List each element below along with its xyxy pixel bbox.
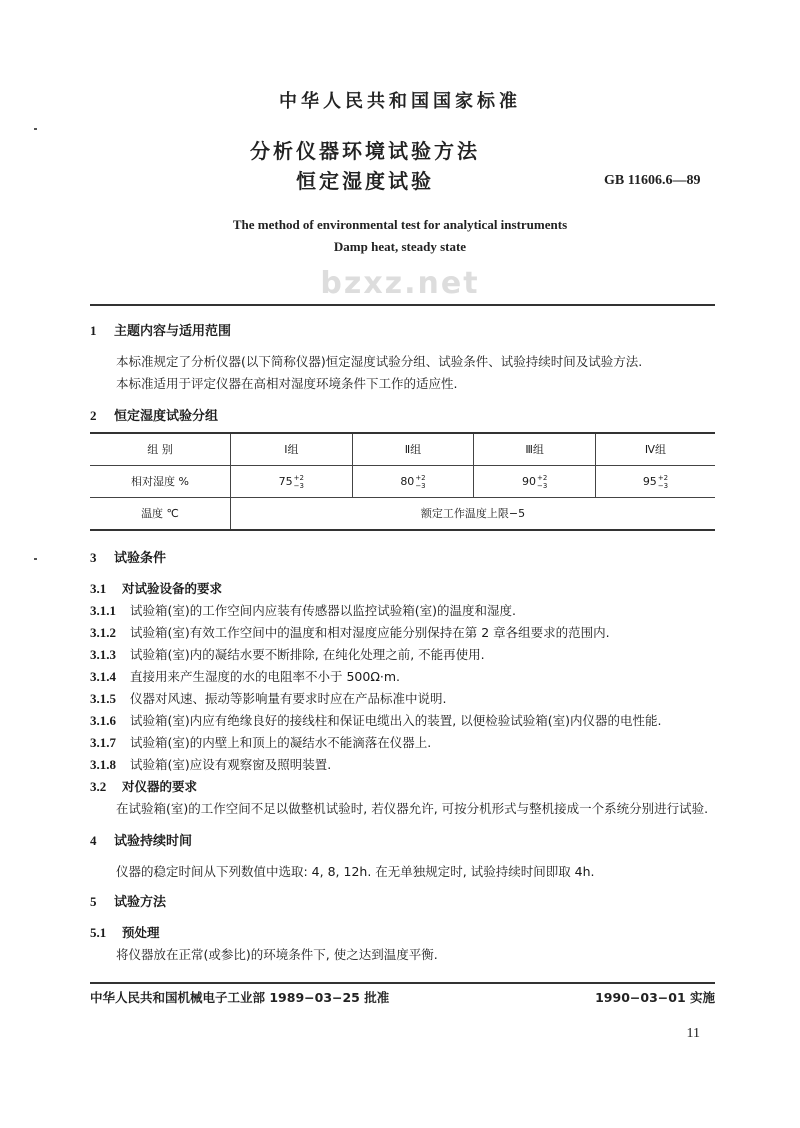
watermark-row — [0, 264, 800, 304]
clause-number: 3.1.6 — [90, 713, 116, 728]
english-title — [90, 214, 710, 258]
tolerance-lower: −3 — [657, 481, 669, 490]
section-number: 2 — [90, 408, 97, 423]
clause-3-1-5 — [90, 688, 715, 710]
humidity-base: 80 — [400, 474, 415, 488]
document-title — [150, 136, 580, 196]
footer-row — [90, 989, 715, 1013]
section-title: 试验条件 — [114, 551, 167, 566]
clause-text: 直接用来产生湿度的水的电阻率不小于 500Ω·m. — [130, 669, 401, 684]
clause-number: 3.1.1 — [90, 603, 116, 618]
table-header-cell: Ⅱ组 — [352, 433, 474, 466]
tolerance-lower: −3 — [536, 481, 548, 490]
header-divider — [90, 304, 715, 306]
subsection-3-2-heading — [90, 776, 715, 798]
table-header-cell: Ⅰ组 — [231, 433, 353, 466]
section-title: 主题内容与适用范围 — [114, 324, 232, 339]
section-number: 4 — [90, 833, 97, 848]
table-header-cell: Ⅳ组 — [595, 433, 715, 466]
table-header-cell: 组 别 — [90, 433, 231, 466]
clause-number: 3.1.7 — [90, 735, 116, 750]
clause-text: 仪器对风速、振动等影响量有要求时应在产品标准中说明. — [130, 691, 447, 706]
scan-speck — [34, 558, 37, 560]
table-row-temperature — [90, 498, 715, 531]
clause-number: 3.1.2 — [90, 625, 116, 640]
english-title-line-1: The method of environmental test for analytical instruments — [232, 217, 568, 232]
tolerance-upper: +2 — [415, 473, 426, 482]
clause-text: 试验箱(室)内的凝结水要不断排除, 在纯化处理之前, 不能再使用. — [130, 647, 485, 662]
document-body — [90, 320, 715, 966]
clause-text: 试验箱(室)有效工作空间中的温度和相对湿度应能分别保持在第 2 章各组要求的范围内. — [130, 625, 610, 640]
subsection-title: 对试验设备的要求 — [122, 581, 223, 596]
humidity-base: 75 — [278, 474, 293, 488]
clause-number: 3.1.8 — [90, 757, 116, 772]
tolerance-upper: +2 — [293, 473, 304, 482]
english-title-line-2: Damp heat, steady state — [333, 239, 467, 254]
page-number-row — [90, 1025, 715, 1055]
page-number: 11 — [686, 1026, 700, 1041]
subsection-3-2-paragraph: 在试验箱(室)的工作空间不足以做整机试验时, 若仪器允许, 可按分机形式与整机接成一个系统分别进行试验. — [116, 801, 709, 816]
section-2-heading — [90, 405, 715, 428]
section-title: 试验方法 — [114, 895, 167, 910]
scan-speck — [34, 128, 37, 130]
document-title-line-1: 分析仪器环境试验方法 — [250, 139, 480, 163]
section-1-paragraph-1: 本标准规定了分析仪器(以下简称仪器)恒定湿度试验分组、试验条件、试验持续时间及试验方法. — [116, 354, 643, 369]
clause-3-1-8 — [90, 754, 715, 776]
tolerance-lower: −3 — [415, 481, 426, 490]
clause-3-1-1 — [90, 600, 715, 622]
humidity-base: 95 — [642, 474, 657, 488]
clause-number: 3.1.5 — [90, 691, 116, 706]
clause-3-1-3 — [90, 644, 715, 666]
section-title: 恒定湿度试验分组 — [114, 409, 219, 424]
subsection-5-1-heading — [90, 922, 715, 944]
humidity-value-group-1 — [231, 466, 353, 498]
clause-text: 试验箱(室)的工作空间内应装有传感器以监控试验箱(室)的温度和湿度. — [130, 603, 516, 618]
section-number: 1 — [90, 323, 97, 338]
subsection-title: 预处理 — [122, 925, 160, 940]
document-footer — [0, 982, 800, 1055]
tolerance-upper: +2 — [657, 473, 669, 482]
temperature-value: 额定工作温度上限−5 — [231, 498, 716, 531]
tolerance-upper: +2 — [536, 473, 548, 482]
subsection-title: 对仪器的要求 — [122, 779, 198, 794]
humidity-base: 90 — [521, 474, 536, 488]
clause-3-1-6 — [90, 710, 715, 732]
subsection-number: 3.2 — [90, 779, 107, 794]
humidity-group-table — [90, 432, 715, 531]
national-standard-heading: 中华人民共和国国家标准 — [279, 91, 521, 112]
clause-3-1-7 — [90, 732, 715, 754]
section-number: 3 — [90, 550, 97, 565]
section-1-heading — [90, 320, 715, 343]
table-header-cell: Ⅲ组 — [474, 433, 596, 466]
subsection-number: 5.1 — [90, 925, 107, 940]
section-title: 试验持续时间 — [114, 834, 193, 849]
section-3-heading — [90, 547, 715, 570]
implementation-date: 1990−03−01 实施 — [595, 990, 715, 1005]
clause-number: 3.1.4 — [90, 669, 116, 684]
table-header-row — [90, 433, 715, 466]
tolerance-lower: −3 — [293, 481, 304, 490]
section-number: 5 — [90, 894, 97, 909]
approval-note: 中华人民共和国机械电子工业部 1989−03−25 批准 — [90, 990, 390, 1005]
standard-code: GB 11606.6—89 — [604, 173, 701, 188]
section-4-paragraph: 仪器的稳定时间从下列数值中选取: 4, 8, 12h. 在无单独规定时, 试验持续时间即取 4h. — [116, 864, 595, 879]
document-header — [0, 0, 800, 254]
document-title-line-2: 恒定湿度试验 — [296, 169, 434, 193]
clause-text: 试验箱(室)的内壁上和顶上的凝结水不能滴落在仪器上. — [130, 735, 432, 750]
table-row-humidity — [90, 466, 715, 498]
section-4-heading — [90, 830, 715, 853]
watermark: bzxz.net — [320, 266, 480, 301]
humidity-label: 相对湿度 % — [90, 466, 231, 498]
footer-divider — [90, 982, 715, 984]
section-5-heading — [90, 891, 715, 914]
subsection-number: 3.1 — [90, 581, 107, 596]
subsection-5-1-paragraph: 将仪器放在正常(或参比)的环境条件下, 使之达到温度平衡. — [116, 947, 438, 962]
clause-text: 试验箱(室)内应有绝缘良好的接线柱和保证电缆出入的装置, 以便检验试验箱(室)内仪器的电性能. — [130, 713, 662, 728]
clause-number: 3.1.3 — [90, 647, 116, 662]
clause-3-1-4 — [90, 666, 715, 688]
clause-3-1-2 — [90, 622, 715, 644]
clause-text: 试验箱(室)应设有观察窗及照明装置. — [130, 757, 332, 772]
section-1-paragraph-2: 本标准适用于评定仪器在高相对湿度环境条件下工作的适应性. — [116, 376, 458, 391]
subsection-3-1-heading — [90, 578, 715, 600]
temperature-label: 温度 ℃ — [90, 498, 231, 531]
humidity-value-group-4 — [595, 466, 715, 498]
humidity-value-group-2 — [352, 466, 474, 498]
humidity-value-group-3 — [474, 466, 596, 498]
